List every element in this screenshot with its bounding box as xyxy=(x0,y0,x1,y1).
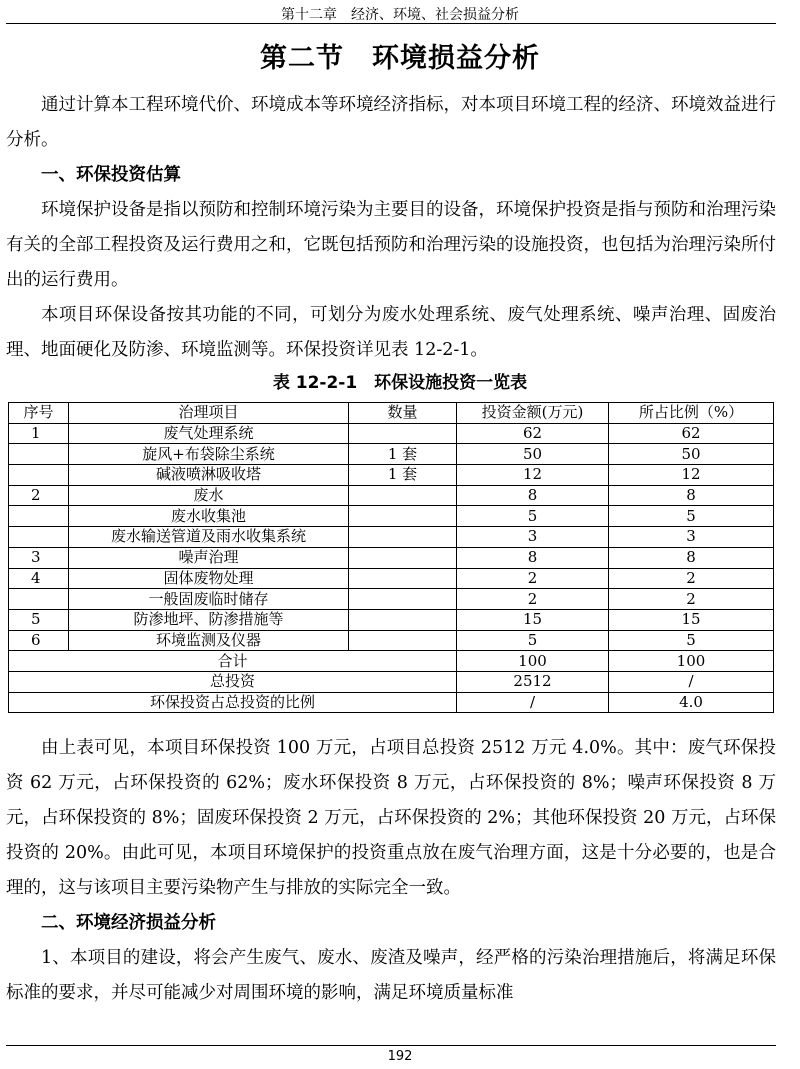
cell-ratio: 5 xyxy=(609,630,774,651)
cell-amount: 62 xyxy=(457,423,609,444)
table-row xyxy=(9,609,774,630)
cell-ratio: 3 xyxy=(609,527,774,548)
cell-amount: 2 xyxy=(457,589,609,610)
cell-index xyxy=(9,506,69,527)
lower-text-block xyxy=(6,731,776,1011)
summary-label-total: 合计 xyxy=(9,651,457,672)
table-row xyxy=(9,568,774,589)
analysis-paragraph: 由上表可见，本项目环保投资 100 万元，占项目总投资 2512 万元 4.0%。其中：废气环保投资 62 万元，占环保投资的 62%；废水环保投资 8 万元，占环保投资的 8%；噪声环保投资 8 万元，占环保投资的 8%；固废环保投资 2 万元，占环保投资的 2%；其他环保投资 20 万元，占环保投资的 20%。由此可见，本项目环境保护的投资重点放在废气治理方面，这是十分必要的，也是合理的，这与该项目主要污染物产生与排放的实际完全一致。 xyxy=(6,738,776,898)
col-header-ratio: 所占比例（%） xyxy=(609,403,774,424)
summary-ratio-ratio: 4.0 xyxy=(609,692,774,713)
cell-index xyxy=(9,589,69,610)
cell-ratio: 15 xyxy=(609,609,774,630)
cell-ratio: 2 xyxy=(609,589,774,610)
cell-item: 固体废物处理 xyxy=(69,568,349,589)
header-rule xyxy=(6,23,776,24)
table-row xyxy=(9,527,774,548)
section-title: 第二节 环境损益分析 xyxy=(260,43,540,74)
summary-amount-total: 100 xyxy=(457,651,609,672)
upper-text-block xyxy=(6,88,776,368)
cell-ratio: 8 xyxy=(609,485,774,506)
cell-amount: 5 xyxy=(457,506,609,527)
cell-quantity xyxy=(349,485,457,506)
col-header-index: 序号 xyxy=(9,403,69,424)
table-summary-row xyxy=(9,692,774,713)
cell-quantity xyxy=(349,527,457,548)
cell-quantity: 1 套 xyxy=(349,444,457,465)
cell-item: 废气处理系统 xyxy=(69,423,349,444)
cell-item: 一般固废临时储存 xyxy=(69,589,349,610)
col-header-quantity: 数量 xyxy=(349,403,457,424)
cell-index: 4 xyxy=(9,568,69,589)
summary-ratio-investment: / xyxy=(609,671,774,692)
cell-index: 6 xyxy=(9,630,69,651)
summary-amount-ratio: / xyxy=(457,692,609,713)
cell-quantity xyxy=(349,630,457,651)
cell-quantity: 1 套 xyxy=(349,465,457,486)
table-row xyxy=(9,465,774,486)
page-number: 192 xyxy=(387,1049,413,1064)
cell-quantity xyxy=(349,589,457,610)
intro-paragraph: 通过计算本工程环境代价、环境成本等环境经济指标，对本项目环境工程的经济、环境效益进行分析。 xyxy=(6,95,776,150)
cell-index xyxy=(9,527,69,548)
table-row xyxy=(9,485,774,506)
cell-amount: 2 xyxy=(457,568,609,589)
summary-label-ratio: 环保投资占总投资的比例 xyxy=(9,692,457,713)
col-header-amount: 投资金额(万元) xyxy=(457,403,609,424)
col-header-item: 治理项目 xyxy=(69,403,349,424)
cell-index: 3 xyxy=(9,547,69,568)
table-row xyxy=(9,547,774,568)
table-caption: 表 12-2-1 环保设施投资一览表 xyxy=(272,373,528,393)
footer-rule xyxy=(6,1045,776,1046)
cell-quantity xyxy=(349,506,457,527)
cell-ratio: 12 xyxy=(609,465,774,486)
cell-item: 旋风+布袋除尘系统 xyxy=(69,444,349,465)
page-header: 第十二章 经济、环境、社会损益分析 xyxy=(281,7,519,23)
section2-paragraph-1: 1、本项目的建设，将会产生废气、废水、废渣及噪声，经严格的污染治理措施后，将满足环保标准的要求，并尽可能减少对周围环境的影响，满足环境质量标准 xyxy=(6,948,776,1003)
table-row xyxy=(9,423,774,444)
cell-item: 环境监测及仪器 xyxy=(69,630,349,651)
cell-amount: 8 xyxy=(457,547,609,568)
cell-amount: 12 xyxy=(457,465,609,486)
cell-amount: 15 xyxy=(457,609,609,630)
cell-ratio: 50 xyxy=(609,444,774,465)
table-summary-row xyxy=(9,671,774,692)
cell-ratio: 8 xyxy=(609,547,774,568)
cell-index xyxy=(9,465,69,486)
cell-quantity xyxy=(349,609,457,630)
cell-quantity xyxy=(349,568,457,589)
cell-item: 废水收集池 xyxy=(69,506,349,527)
table-row xyxy=(9,444,774,465)
section1-paragraph-2: 本项目环保设备按其功能的不同，可划分为废水处理系统、废气处理系统、噪声治理、固废治理、地面硬化及防渗、环境监测等。环保投资详见表 12-2-1。 xyxy=(6,305,776,360)
cell-item: 废水 xyxy=(69,485,349,506)
cell-amount: 5 xyxy=(457,630,609,651)
cell-index: 2 xyxy=(9,485,69,506)
table-row xyxy=(9,506,774,527)
cell-amount: 3 xyxy=(457,527,609,548)
cell-item: 碱液喷淋吸收塔 xyxy=(69,465,349,486)
summary-ratio-total: 100 xyxy=(609,651,774,672)
section2-heading: 二、环境经济损益分析 xyxy=(41,913,216,933)
cell-index xyxy=(9,444,69,465)
section1-paragraph-1: 环境保护设备是指以预防和控制环境污染为主要目的设备，环境保护投资是指与预防和治理污染有关的全部工程投资及运行费用之和，它既包括预防和治理污染的设施投资，也包括为治理污染所付出的运行费用。 xyxy=(6,200,776,290)
investment-table xyxy=(8,402,774,713)
cell-item: 防渗地坪、防渗措施等 xyxy=(69,609,349,630)
cell-index: 1 xyxy=(9,423,69,444)
cell-quantity xyxy=(349,547,457,568)
cell-index: 5 xyxy=(9,609,69,630)
cell-ratio: 2 xyxy=(609,568,774,589)
cell-item: 噪声治理 xyxy=(69,547,349,568)
cell-quantity xyxy=(349,423,457,444)
summary-amount-investment: 2512 xyxy=(457,671,609,692)
cell-ratio: 62 xyxy=(609,423,774,444)
table-summary-row xyxy=(9,651,774,672)
summary-label-investment: 总投资 xyxy=(9,671,457,692)
cell-ratio: 5 xyxy=(609,506,774,527)
cell-amount: 50 xyxy=(457,444,609,465)
table-row xyxy=(9,630,774,651)
cell-item: 废水输送管道及雨水收集系统 xyxy=(69,527,349,548)
table-header-row xyxy=(9,403,774,424)
section1-heading: 一、环保投资估算 xyxy=(41,165,181,185)
cell-amount: 8 xyxy=(457,485,609,506)
table-row xyxy=(9,589,774,610)
